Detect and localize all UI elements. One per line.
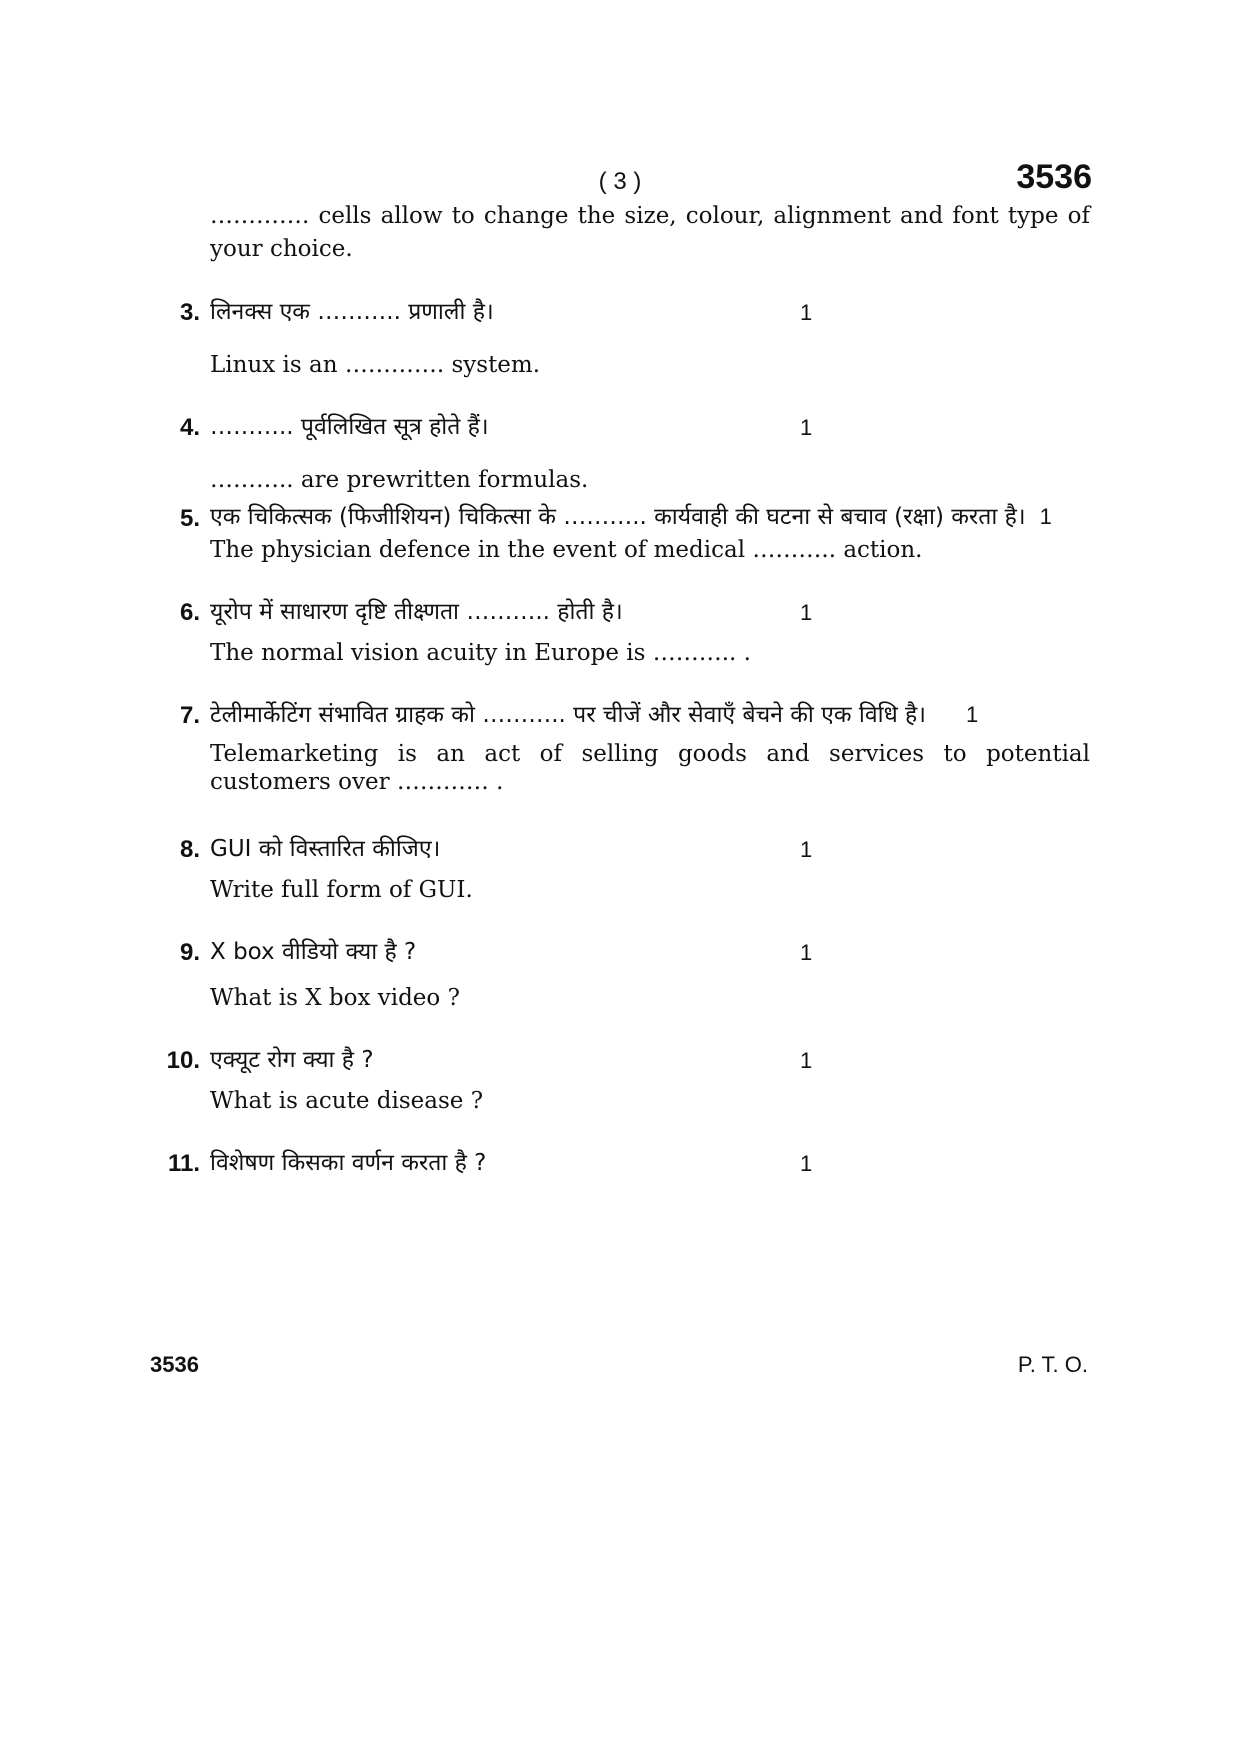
question-text-en: ……….. are prewritten formulas. [210, 467, 589, 493]
paper-code-header: 3536 [1016, 158, 1092, 196]
question-number: 11. [167, 1150, 200, 1177]
pto-label: P. T. O. [1017, 1352, 1088, 1377]
question-marks: 1 [1039, 504, 1052, 529]
question-10 [166, 1044, 1090, 1118]
question-9 [179, 936, 1090, 1015]
question-marks: 1 [800, 600, 813, 625]
question-marks: 1 [800, 415, 813, 440]
question-text-en: What is X box video ? [210, 985, 460, 1011]
question-text-hi: ……….. पूर्वलिखित सूत्र होते हैं। [210, 414, 489, 440]
question-11 [167, 1147, 1090, 1180]
question-marks: 1 [800, 837, 813, 862]
question-number: 3. [179, 299, 200, 326]
question-4 [179, 411, 1090, 497]
question-text-hi: एक्यूट रोग क्या है ? [210, 1047, 374, 1073]
question-marks: 1 [800, 1048, 813, 1073]
question-number: 5. [179, 505, 200, 532]
question-number: 10. [166, 1047, 200, 1074]
question-3 [179, 296, 1090, 382]
question-6 [179, 596, 1090, 670]
question-number: 8. [179, 836, 200, 863]
question-marks: 1 [965, 702, 979, 727]
question-text-en: What is acute disease ? [210, 1088, 484, 1114]
question-text-hi: यूरोप में साधारण दृष्टि तीक्ष्णता ……….. होती है। [210, 599, 623, 625]
question-7 [179, 699, 1090, 796]
question-number: 6. [179, 599, 200, 626]
question-text-en: The normal vision acuity in Europe is ……….. . [210, 640, 751, 666]
question-marks: 1 [800, 940, 813, 965]
page-number: ( 3 ) [598, 168, 642, 195]
question-text-en: Linux is an …………. system. [210, 352, 541, 378]
question-number: 4. [179, 414, 200, 441]
question-5 [179, 502, 1090, 567]
question-number: 7. [179, 702, 200, 729]
question-text-hi: लिनक्स एक ……….. प्रणाली है। [210, 299, 494, 325]
question-text-hi: एक चिकित्सक (फिजीशियन) चिकित्सा के ……….. कार्यवाही की घटना से बचाव (रक्षा) करता है। [210, 504, 1026, 530]
question-text-hi: विशेषण किसका वर्णन करता है ? [210, 1150, 487, 1176]
question-text-hi: X box वीडियो क्या है ? [210, 939, 417, 965]
question-text-hi: GUI को विस्तारित कीजिए। [210, 836, 441, 862]
question-text-en: Write full form of GUI. [210, 877, 473, 903]
question-text-hi: टेलीमार्केटिंग संभावित ग्राहक को ……….. पर चीजें और सेवाएँ बेचने की एक विधि है। [210, 702, 926, 728]
paper-code-footer: 3536 [150, 1352, 199, 1377]
question-list [166, 200, 1090, 1180]
question-marks: 1 [800, 1151, 813, 1176]
question-text-en: The physician defence in the event of medical ……….. action. [210, 537, 923, 563]
intro-text-en: …………. cells allow to change the size, colour, alignment and font type of your choice. [210, 203, 1090, 262]
question-marks: 1 [800, 300, 813, 325]
question-8 [179, 833, 1090, 907]
question-number: 9. [179, 939, 200, 966]
question-text-en: Telemarketing is an act of selling goods and services to potential customers over ………… . [210, 741, 1090, 795]
